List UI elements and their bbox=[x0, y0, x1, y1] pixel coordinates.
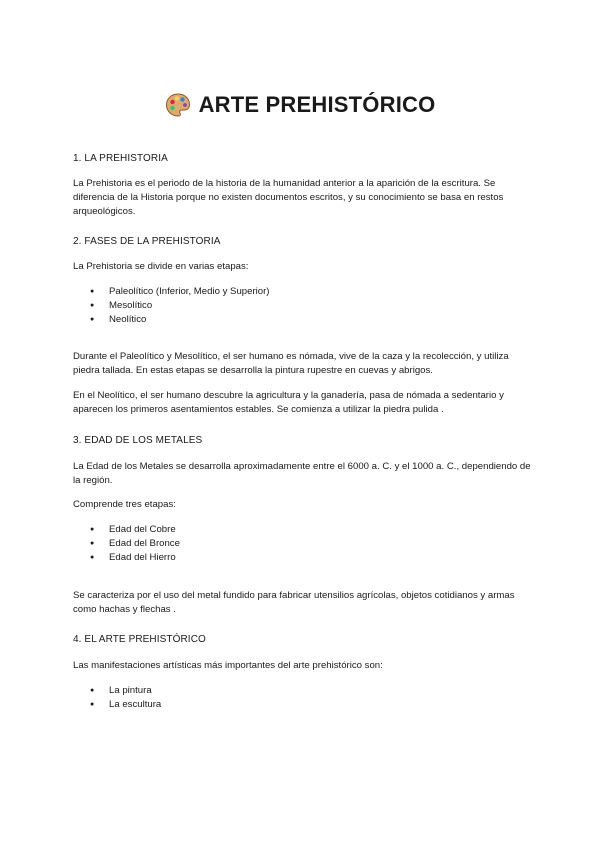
paragraph: La Prehistoria se divide en varias etapas: bbox=[73, 261, 249, 272]
page-title bbox=[0, 92, 600, 118]
section-heading-fases: 2. FASES DE LA PREHISTORIA bbox=[73, 236, 221, 247]
list-item: ● Edad del Cobre bbox=[73, 523, 533, 537]
bullet-list-etapas bbox=[73, 285, 533, 327]
paragraph: La Prehistoria es el periodo de la historia de la humanidad anterior a la aparición de la escritura. Se diferencia de la Historia porque no existen documentos escritos, y su conocimiento se basa en restos arqueológicos. bbox=[73, 178, 504, 217]
artist-palette-icon bbox=[165, 92, 191, 118]
list-item: ● Neolítico bbox=[73, 313, 533, 327]
paragraph: Se caracteriza por el uso del metal fundido para fabricar utensilios agrícolas, objetos cotidianos y armas como hachas y flechas . bbox=[73, 590, 515, 615]
list-item: ● La escultura bbox=[73, 698, 533, 712]
section-heading-prehistoria: 1. LA PREHISTORIA bbox=[73, 153, 168, 164]
paragraph: Comprende tres etapas: bbox=[73, 499, 176, 510]
list-item: ● La pintura bbox=[73, 684, 533, 698]
section-heading-arte: 4. EL ARTE PREHISTÓRICO bbox=[73, 634, 206, 645]
bullet-list-manifestaciones bbox=[73, 684, 533, 712]
paragraph: La Edad de los Metales se desarrolla aproximadamente entre el 6000 a. C. y el 1000 a. C., dependiendo de la región. bbox=[73, 461, 531, 486]
section-heading-metales: 3. EDAD DE LOS METALES bbox=[73, 435, 203, 446]
list-item: ● Edad del Bronce bbox=[73, 537, 533, 551]
bullet-list-metales bbox=[73, 523, 533, 565]
list-item: ● Mesolítico bbox=[73, 299, 533, 313]
list-item: ● Paleolítico (Inferior, Medio y Superior) bbox=[73, 285, 533, 299]
title-text: ARTE PREHISTÓRICO bbox=[198, 92, 436, 117]
paragraph: En el Neolítico, el ser humano descubre la agricultura y la ganadería, pasa de nómada a sedentario y aparecen los primeros asentamientos estables. Se comienza a utilizar la piedra pulida . bbox=[73, 390, 504, 415]
list-item: ● Edad del Hierro bbox=[73, 551, 533, 565]
paragraph: Durante el Paleolítico y Mesolítico, el ser humano es nómada, vive de la caza y la recolección, y utiliza piedra tallada. En estas etapas se desarrolla la pintura rupestre en cuevas y abrigos. bbox=[73, 351, 509, 376]
paragraph: Las manifestaciones artísticas más importantes del arte prehistórico son: bbox=[73, 660, 383, 671]
